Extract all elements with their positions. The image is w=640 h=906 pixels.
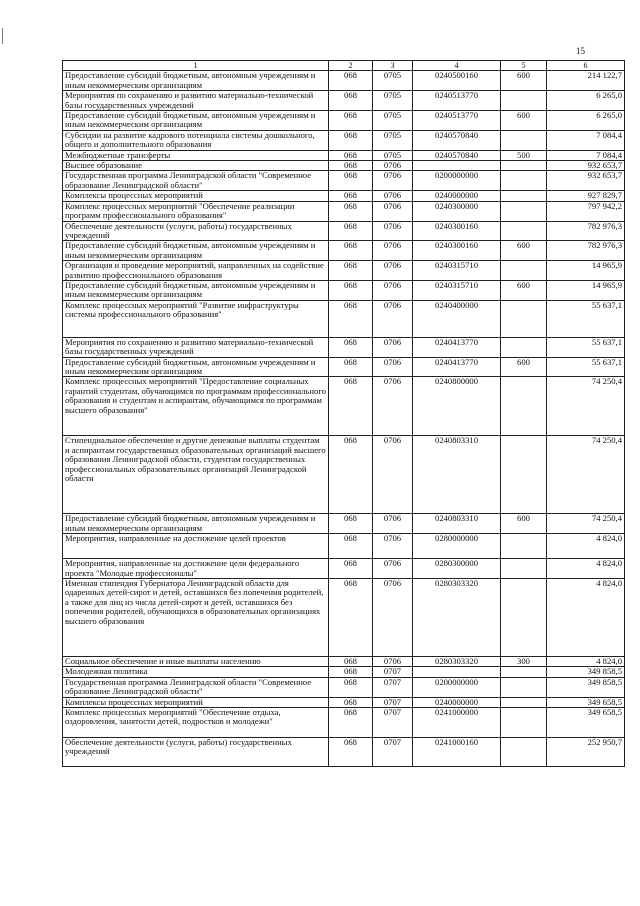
row-name-cell: Обеспечение деятельности (услуги, работы) государственных учреждений: [63, 221, 329, 241]
row-expense-type-cell: [501, 171, 547, 191]
row-section-cell: 0706: [373, 377, 413, 436]
row-expense-type-cell: 600: [501, 280, 547, 300]
row-section-cell: 0706: [373, 241, 413, 261]
row-section-cell: 0706: [373, 280, 413, 300]
row-amount-cell: 55 637,1: [547, 300, 625, 337]
row-department-cell: 068: [329, 514, 373, 534]
table-row: [63, 559, 625, 579]
row-expense-type-cell: [501, 579, 547, 657]
row-expense-type-cell: [501, 738, 547, 767]
table-row: [63, 377, 625, 436]
row-target-cell: 0240413770: [413, 357, 501, 377]
row-expense-type-cell: [501, 91, 547, 111]
row-section-cell: 0706: [373, 514, 413, 534]
row-target-cell: 0240300160: [413, 221, 501, 241]
row-department-cell: 068: [329, 111, 373, 131]
table-row: [63, 171, 625, 191]
row-name-cell: Мероприятия по сохранению и развитию материально-технической базы государственных учреждений: [63, 91, 329, 111]
row-department-cell: 068: [329, 697, 373, 707]
row-target-cell: 0240570840: [413, 150, 501, 160]
row-name-cell: Мероприятия, направленные на достижение целей проектов: [63, 534, 329, 559]
row-amount-cell: 932 653,7: [547, 171, 625, 191]
header-col-6: 6: [547, 61, 625, 71]
table-row: [63, 201, 625, 221]
row-name-cell: Мероприятия по сохранению и развитию материально-технической базы государственных учреждений: [63, 337, 329, 357]
row-department-cell: 068: [329, 657, 373, 667]
scan-edge-mark: [2, 28, 7, 44]
row-department-cell: 068: [329, 241, 373, 261]
table-row: [63, 241, 625, 261]
row-section-cell: 0706: [373, 579, 413, 657]
row-expense-type-cell: [501, 534, 547, 559]
row-department-cell: 068: [329, 150, 373, 160]
row-section-cell: 0706: [373, 657, 413, 667]
row-section-cell: 0706: [373, 161, 413, 171]
row-expense-type-cell: 600: [501, 71, 547, 91]
row-section-cell: 0707: [373, 708, 413, 738]
row-name-cell: Высшее образование: [63, 161, 329, 171]
row-name-cell: Обеспечение деятельности (услуги, работы) государственных учреждений: [63, 738, 329, 767]
row-department-cell: 068: [329, 280, 373, 300]
row-name-cell: Предоставление субсидий бюджетным, автономным учреждениям и иным некоммерческим организациям: [63, 514, 329, 534]
row-department-cell: 068: [329, 71, 373, 91]
row-amount-cell: 74 250,4: [547, 436, 625, 514]
row-section-cell: 0707: [373, 667, 413, 677]
budget-table: [62, 60, 625, 767]
row-target-cell: 0200000000: [413, 171, 501, 191]
row-department-cell: 068: [329, 738, 373, 767]
row-section-cell: 0707: [373, 738, 413, 767]
row-department-cell: 068: [329, 161, 373, 171]
row-amount-cell: 782 976,3: [547, 221, 625, 241]
row-section-cell: 0706: [373, 337, 413, 357]
row-amount-cell: 349 658,5: [547, 697, 625, 707]
row-expense-type-cell: [501, 677, 547, 697]
row-section-cell: 0706: [373, 357, 413, 377]
table-header-row: [63, 61, 625, 71]
table-row: [63, 579, 625, 657]
row-name-cell: Субсидии на развитие кадрового потенциала системы дошкольного, общего и дополнительного образования: [63, 130, 329, 150]
row-department-cell: 068: [329, 357, 373, 377]
table-row: [63, 357, 625, 377]
row-name-cell: Комплексы процессных мероприятий: [63, 697, 329, 707]
table-row: [63, 738, 625, 767]
row-department-cell: 068: [329, 579, 373, 657]
row-target-cell: 0200000000: [413, 677, 501, 697]
row-target-cell: [413, 667, 501, 677]
row-name-cell: Стипендиальное обеспечение и другие денежные выплаты студентам и аспирантам государственных образовательных организаций высшего образования Ленинградской области, студентам государственных профессиональных образовательных организаций Ленинградской области: [63, 436, 329, 514]
table-row: [63, 436, 625, 514]
row-amount-cell: 7 084,4: [547, 150, 625, 160]
row-department-cell: 068: [329, 337, 373, 357]
row-target-cell: 0280000000: [413, 534, 501, 559]
row-amount-cell: 14 965,9: [547, 280, 625, 300]
row-expense-type-cell: [501, 377, 547, 436]
page-number: 15: [576, 46, 585, 56]
row-name-cell: Комплекс процессных мероприятий "Обеспечение отдыха, оздоровления, занятости детей, подростков и молодежи": [63, 708, 329, 738]
row-target-cell: 0240413770: [413, 337, 501, 357]
table-row: [63, 667, 625, 677]
row-target-cell: 0240300000: [413, 201, 501, 221]
row-name-cell: Комплекс процессных мероприятий "Обеспечение реализации программ профессионального образования": [63, 201, 329, 221]
row-name-cell: Комплекс процессных мероприятий "Развитие инфраструктуры системы профессионального образования": [63, 300, 329, 337]
row-target-cell: 0240000000: [413, 191, 501, 201]
row-amount-cell: 797 942,2: [547, 201, 625, 221]
row-target-cell: 0241000000: [413, 708, 501, 738]
row-expense-type-cell: [501, 300, 547, 337]
row-section-cell: 0706: [373, 191, 413, 201]
row-name-cell: Предоставление субсидий бюджетным, автономным учреждениям и иным некоммерческим организациям: [63, 357, 329, 377]
row-section-cell: 0706: [373, 436, 413, 514]
row-amount-cell: 4 824,0: [547, 559, 625, 579]
row-target-cell: [413, 161, 501, 171]
row-expense-type-cell: 600: [501, 111, 547, 131]
row-expense-type-cell: 500: [501, 150, 547, 160]
row-target-cell: 0240800000: [413, 377, 501, 436]
header-col-1: 1: [63, 61, 329, 71]
header-col-2: 2: [329, 61, 373, 71]
table-row: [63, 91, 625, 111]
row-amount-cell: 74 250,4: [547, 377, 625, 436]
row-target-cell: 0240513770: [413, 111, 501, 131]
row-section-cell: 0707: [373, 697, 413, 707]
row-target-cell: 0240570840: [413, 130, 501, 150]
row-amount-cell: 927 829,7: [547, 191, 625, 201]
table-row: [63, 161, 625, 171]
row-amount-cell: 4 824,0: [547, 579, 625, 657]
table-row: [63, 130, 625, 150]
row-section-cell: 0706: [373, 201, 413, 221]
row-target-cell: 0240513770: [413, 91, 501, 111]
table-row: [63, 261, 625, 281]
row-section-cell: 0706: [373, 261, 413, 281]
row-target-cell: 0240500160: [413, 71, 501, 91]
row-target-cell: 0240000000: [413, 697, 501, 707]
row-section-cell: 0705: [373, 150, 413, 160]
row-expense-type-cell: [501, 436, 547, 514]
row-section-cell: 0705: [373, 130, 413, 150]
row-expense-type-cell: 300: [501, 657, 547, 667]
row-expense-type-cell: [501, 130, 547, 150]
table-row: [63, 514, 625, 534]
row-section-cell: 0705: [373, 71, 413, 91]
row-amount-cell: 349 658,5: [547, 708, 625, 738]
table-row: [63, 708, 625, 738]
row-amount-cell: 7 084,4: [547, 130, 625, 150]
row-name-cell: Комплекс процессных мероприятий "Предоставление социальных гарантий студентам, обучающимся по программам профессионального образования и студентам и аспирантам, обучающимся по программам высшего образования": [63, 377, 329, 436]
row-section-cell: 0706: [373, 559, 413, 579]
table-row: [63, 697, 625, 707]
table-row: [63, 280, 625, 300]
row-department-cell: 068: [329, 130, 373, 150]
header-col-4: 4: [413, 61, 501, 71]
row-target-cell: 0280303320: [413, 579, 501, 657]
row-amount-cell: 55 637,1: [547, 337, 625, 357]
row-department-cell: 068: [329, 201, 373, 221]
row-department-cell: 068: [329, 377, 373, 436]
row-target-cell: 0240300160: [413, 241, 501, 261]
row-department-cell: 068: [329, 261, 373, 281]
row-target-cell: 0240803310: [413, 514, 501, 534]
row-amount-cell: 4 824,0: [547, 657, 625, 667]
table-row: [63, 191, 625, 201]
row-expense-type-cell: [501, 221, 547, 241]
table-row: [63, 657, 625, 667]
row-department-cell: 068: [329, 171, 373, 191]
table-row: [63, 300, 625, 337]
row-name-cell: Межбюджетные трансферты: [63, 150, 329, 160]
row-expense-type-cell: 600: [501, 357, 547, 377]
row-amount-cell: 6 265,0: [547, 111, 625, 131]
row-amount-cell: 932 653,7: [547, 161, 625, 171]
row-department-cell: 068: [329, 91, 373, 111]
table-row: [63, 111, 625, 131]
row-department-cell: 068: [329, 667, 373, 677]
row-expense-type-cell: [501, 161, 547, 171]
row-expense-type-cell: [501, 201, 547, 221]
table-row: [63, 221, 625, 241]
row-department-cell: 068: [329, 559, 373, 579]
row-expense-type-cell: 600: [501, 514, 547, 534]
row-expense-type-cell: [501, 337, 547, 357]
row-expense-type-cell: [501, 559, 547, 579]
row-expense-type-cell: [501, 697, 547, 707]
table-row: [63, 534, 625, 559]
row-expense-type-cell: [501, 667, 547, 677]
row-expense-type-cell: [501, 191, 547, 201]
row-section-cell: 0705: [373, 91, 413, 111]
row-name-cell: Социальное обеспечение и иные выплаты населению: [63, 657, 329, 667]
header-col-3: 3: [373, 61, 413, 71]
row-name-cell: Молодежная политика: [63, 667, 329, 677]
row-amount-cell: 252 950,7: [547, 738, 625, 767]
row-name-cell: Предоставление субсидий бюджетным, автономным учреждениям и иным некоммерческим организациям: [63, 71, 329, 91]
row-name-cell: Государственная программа Ленинградской области "Современное образование Ленинградской области": [63, 171, 329, 191]
row-section-cell: 0707: [373, 677, 413, 697]
row-name-cell: Именная стипендия Губернатора Ленинградской области для одаренных детей-сирот и детей, оставшихся без попечения родителей, а также для лиц из числа детей-сирот и детей, оставшихся без попечения родителей, обучающихся в образовательных организациях высшего образования: [63, 579, 329, 657]
row-target-cell: 0280300000: [413, 559, 501, 579]
row-amount-cell: 4 824,0: [547, 534, 625, 559]
row-target-cell: 0280303320: [413, 657, 501, 667]
row-name-cell: Предоставление субсидий бюджетным, автономным учреждениям и иным некоммерческим организациям: [63, 111, 329, 131]
row-section-cell: 0705: [373, 111, 413, 131]
table-row: [63, 71, 625, 91]
row-target-cell: 0240803310: [413, 436, 501, 514]
row-name-cell: Предоставление субсидий бюджетным, автономным учреждениям и иным некоммерческим организациям: [63, 241, 329, 261]
row-name-cell: Государственная программа Ленинградской области "Современное образование Ленинградской области": [63, 677, 329, 697]
row-name-cell: Организация и проведение мероприятий, направленных на содействие развитию профессионального образования: [63, 261, 329, 281]
row-department-cell: 068: [329, 300, 373, 337]
row-department-cell: 068: [329, 191, 373, 201]
row-expense-type-cell: 600: [501, 241, 547, 261]
row-department-cell: 068: [329, 436, 373, 514]
table-body: [63, 71, 625, 767]
row-department-cell: 068: [329, 677, 373, 697]
row-amount-cell: 782 976,3: [547, 241, 625, 261]
row-section-cell: 0706: [373, 534, 413, 559]
row-name-cell: Мероприятия, направленные на достижение цели федерального проекта "Молодые профессионалы": [63, 559, 329, 579]
row-expense-type-cell: [501, 708, 547, 738]
table-row: [63, 677, 625, 697]
table-row: [63, 150, 625, 160]
row-section-cell: 0706: [373, 171, 413, 191]
row-amount-cell: 214 122,7: [547, 71, 625, 91]
row-target-cell: 0241000160: [413, 738, 501, 767]
row-department-cell: 068: [329, 221, 373, 241]
row-amount-cell: 6 265,0: [547, 91, 625, 111]
row-section-cell: 0706: [373, 300, 413, 337]
row-department-cell: 068: [329, 534, 373, 559]
row-target-cell: 0240315710: [413, 280, 501, 300]
row-name-cell: Предоставление субсидий бюджетным, автономным учреждениям и иным некоммерческим организациям: [63, 280, 329, 300]
row-amount-cell: 349 858,5: [547, 677, 625, 697]
row-amount-cell: 349 858,5: [547, 667, 625, 677]
row-target-cell: 0240315710: [413, 261, 501, 281]
row-amount-cell: 74 250,4: [547, 514, 625, 534]
row-target-cell: 0240400000: [413, 300, 501, 337]
row-name-cell: Комплексы процессных мероприятий: [63, 191, 329, 201]
row-amount-cell: 55 637,1: [547, 357, 625, 377]
row-section-cell: 0706: [373, 221, 413, 241]
table-row: [63, 337, 625, 357]
row-department-cell: 068: [329, 708, 373, 738]
header-col-5: 5: [501, 61, 547, 71]
row-expense-type-cell: [501, 261, 547, 281]
row-amount-cell: 14 965,9: [547, 261, 625, 281]
